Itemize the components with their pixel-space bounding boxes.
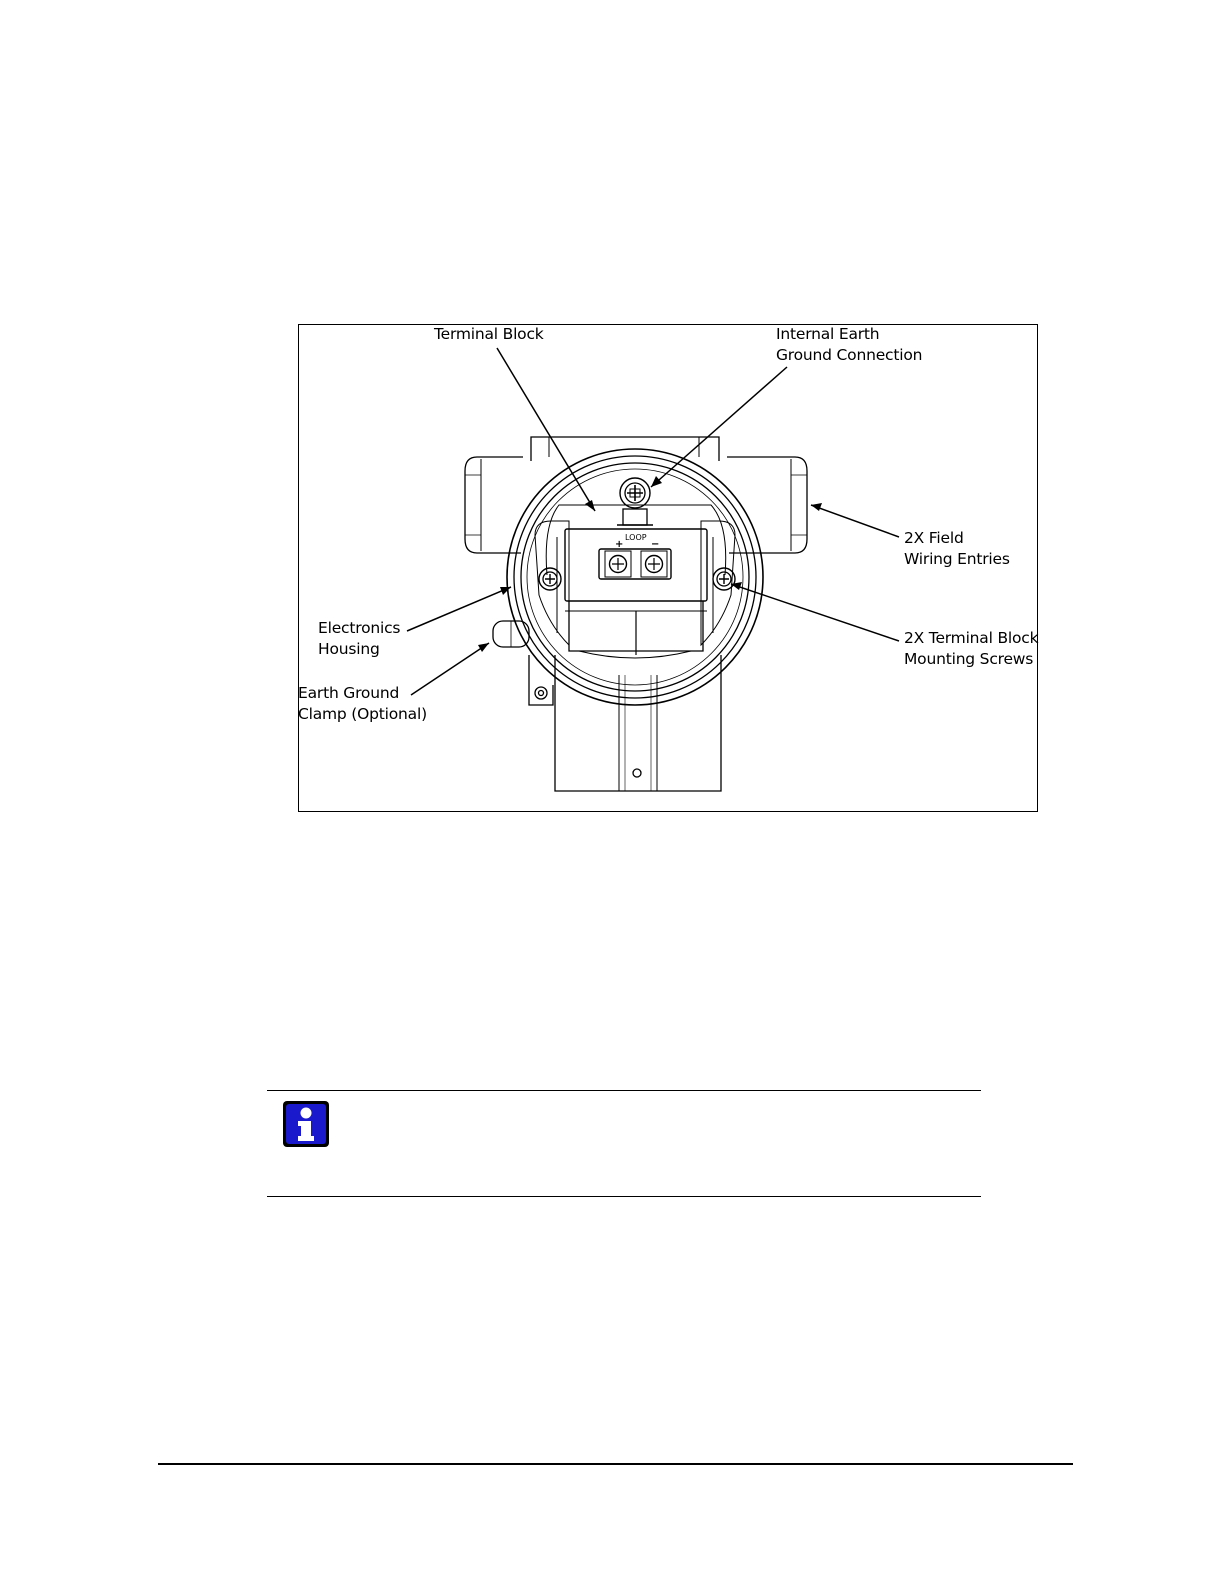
loop-label: LOOP — [625, 533, 647, 542]
arrow-internal-earth — [651, 367, 787, 487]
info-icon — [282, 1100, 330, 1148]
label-mounting-screws: 2X Terminal Block Mounting Screws — [904, 629, 1039, 668]
label-electronics-housing: Electronics Housing — [318, 619, 401, 658]
left-mounting-screw-drawing — [539, 568, 561, 590]
arrow-mounting-screws — [731, 584, 899, 641]
earth-ground-clamp-drawing — [493, 621, 553, 705]
label-internal-earth-ground: Internal Earth Ground Connection — [776, 325, 923, 364]
note-bottom-rule — [267, 1196, 981, 1197]
label-field-wiring-entries: 2X Field Wiring Entries — [904, 529, 1010, 568]
loop-plus-label: + — [615, 539, 624, 550]
footer-rule — [158, 1463, 1073, 1465]
arrow-field-wiring — [811, 505, 899, 537]
arrow-terminal-block — [497, 348, 595, 511]
loop-minus-label: − — [651, 539, 660, 550]
internal-ground-screw-drawing — [617, 478, 653, 525]
left-conduit-entry — [465, 457, 523, 553]
note-top-rule — [267, 1090, 981, 1091]
label-terminal-block: Terminal Block — [434, 325, 544, 343]
right-conduit-entry — [727, 457, 807, 553]
label-earth-ground-clamp: Earth Ground Clamp (Optional) — [298, 684, 427, 723]
